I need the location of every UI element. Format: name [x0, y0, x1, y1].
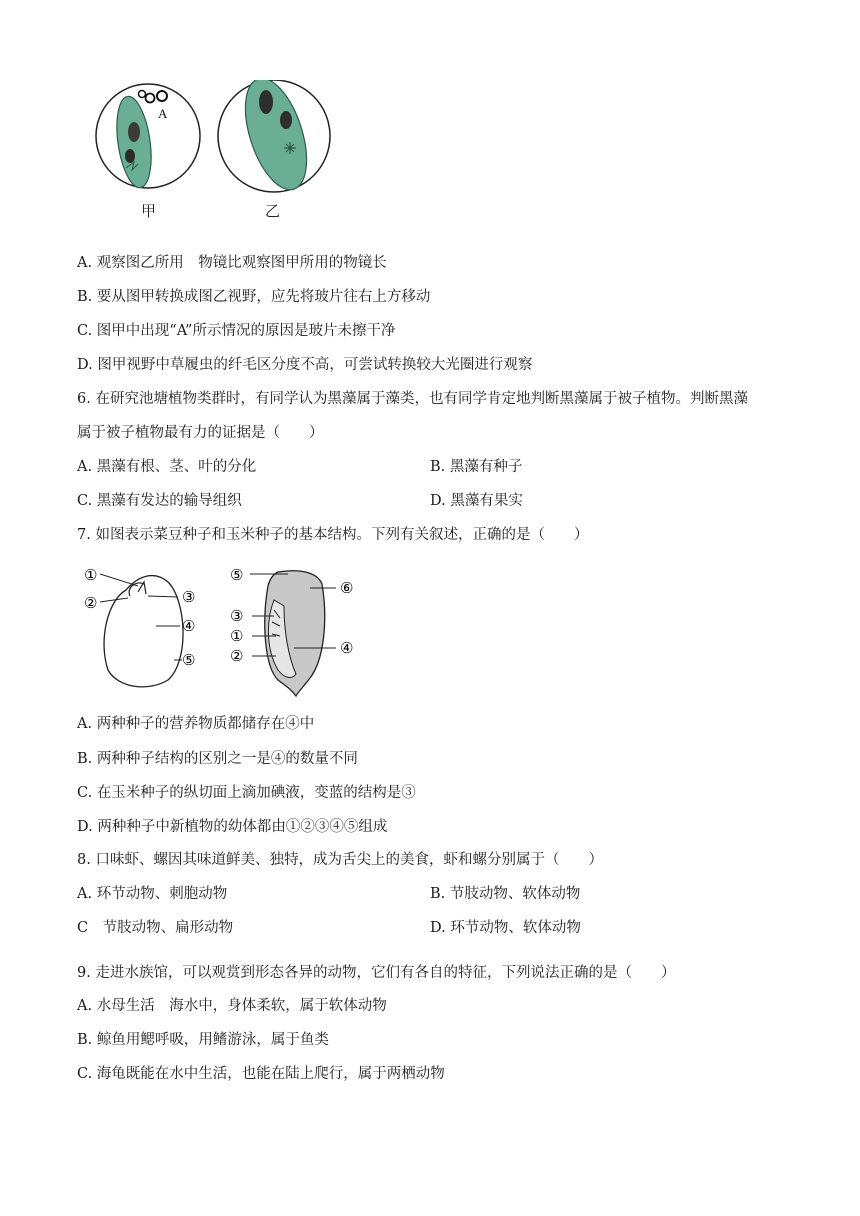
corn-label-3: ③	[230, 607, 244, 625]
q9-stem: 9. 走进水族馆，可以观赏到形态各异的动物，它们有各自的特征，下列说法正确的是（ ）	[77, 965, 676, 981]
q6-option-d: D. 黑藻有果实	[430, 493, 523, 509]
bean-label-2: ②	[84, 594, 98, 612]
q6-stem-line1: 6. 在研究池塘植物类群时，有同学认为黑藻属于藻类，也有同学肯定地判断黑藻属于被子植物。判断黑藻	[77, 391, 748, 407]
q8-option-d: D. 环节动物、软体动物	[430, 920, 581, 936]
q9-option-c: C. 海龟既能在水中生活，也能在陆上爬行，属于两栖动物	[77, 1066, 445, 1082]
q8-option-b: B. 节肢动物、软体动物	[430, 886, 581, 902]
corn-label-4: ④	[340, 639, 354, 657]
q5-option-d: D. 图甲视野中草履虫的纤毛区分度不高，可尝试转换较大光圈进行观察	[77, 357, 533, 373]
q6-option-a: A. 黑藻有根、茎、叶的分化	[77, 459, 257, 475]
bean-label-4: ④	[182, 617, 196, 635]
q7-option-c: C. 在玉米种子的纵切面上滴加碘液，变蓝的结构是③	[77, 785, 416, 801]
paramecium-figure	[90, 80, 340, 200]
bean-seed-diagram	[84, 566, 195, 687]
q7-option-d: D. 两种种子中新植物的幼体都由①②③④⑤组成	[77, 819, 388, 835]
bean-label-1: ①	[84, 566, 98, 584]
corn-label-1: ①	[230, 627, 244, 645]
label-a: A	[158, 106, 168, 121]
bean-label-5: ⑤	[182, 651, 196, 669]
q8-option-a: A. 环节动物、刺胞动物	[77, 886, 228, 902]
q7-option-a: A. 两种种子的营养物质都储存在④中	[77, 716, 315, 732]
q7-stem: 7. 如图表示菜豆种子和玉米种子的基本结构。下列有关叙述，正确的是（ ）	[77, 527, 589, 543]
caption-jia: 甲	[141, 202, 157, 220]
q5-option-c: C. 图甲中出现“A”所示情况的原因是玻片未擦干净	[77, 323, 396, 339]
q9-option-a: A. 水母生活 海水中，身体柔软，属于软体动物	[77, 998, 387, 1014]
q5-option-b: B. 要从图甲转换成图乙视野，应先将玻片往右上方移动	[77, 289, 431, 305]
q6-option-c: C. 黑藻有发达的输导组织	[77, 493, 242, 509]
bean-label-3: ③	[182, 588, 196, 606]
q9-option-b: B. 鲸鱼用鳃呼吸，用鳍游泳，属于鱼类	[77, 1032, 329, 1048]
view-jia-circle	[96, 84, 200, 190]
corn-label-6: ⑥	[340, 579, 354, 597]
corn-label-5: ⑤	[230, 566, 244, 584]
view-yi-circle	[218, 80, 330, 197]
caption-yi: 乙	[265, 202, 281, 220]
q7-option-b: B. 两种种子结构的区别之一是④的数量不同	[77, 751, 358, 767]
q5-option-a: A. 观察图乙所用 物镜比观察图甲所用的物镜长	[77, 255, 387, 271]
q6-option-b: B. 黑藻有种子	[430, 459, 523, 475]
q8-stem: 8. 口味虾、螺因其味道鲜美、独特，成为舌尖上的美食，虾和螺分别属于（ ）	[77, 852, 603, 868]
seed-figure	[78, 560, 378, 700]
q6-stem-line2: 属于被子植物最有力的证据是（ ）	[77, 425, 324, 441]
q8-option-c: C 节肢动物、扁形动物	[77, 920, 234, 936]
corn-label-2: ②	[230, 647, 244, 665]
corn-seed-diagram	[230, 566, 353, 696]
